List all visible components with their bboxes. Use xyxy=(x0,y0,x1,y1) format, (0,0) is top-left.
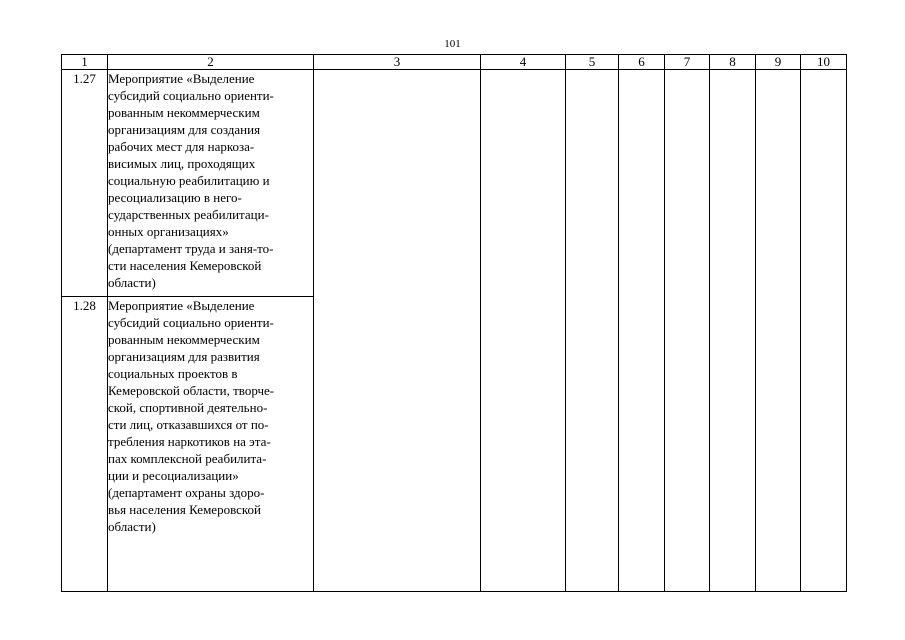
description-line: вья населения Кемеровской xyxy=(108,502,262,517)
description-line: Мероприятие «Выделение xyxy=(108,71,255,86)
description-line: субсидий социально ориенти- xyxy=(108,315,274,330)
column-header: 3 xyxy=(314,55,481,70)
description-line: сударственных реабилитаци- xyxy=(108,207,269,222)
description-line: области) xyxy=(108,519,156,534)
column-header: 6 xyxy=(619,55,665,70)
column-header: 10 xyxy=(801,55,847,70)
empty-cell xyxy=(566,70,619,592)
description-line: ской, спортивной деятельно- xyxy=(108,400,268,415)
empty-cell xyxy=(665,70,710,592)
measure-description xyxy=(108,297,314,592)
description-line: пах комплексной реабилита- xyxy=(108,451,267,466)
description-line: онных организациях» xyxy=(108,224,229,239)
empty-cell xyxy=(801,70,847,592)
description-line: рованным некоммерческим xyxy=(108,105,260,120)
description-line: Мероприятие «Выделение xyxy=(108,298,255,313)
description-line: ции и ресоциализации» xyxy=(108,468,239,483)
column-header: 8 xyxy=(710,55,756,70)
description-line: сти лиц, отказавшихся от по- xyxy=(108,417,269,432)
description-line: Кемеровской области, творче- xyxy=(108,383,275,398)
description-line: субсидий социально ориенти- xyxy=(108,88,274,103)
description-line: рованным некоммерческим xyxy=(108,332,260,347)
table-header-row xyxy=(62,55,847,70)
empty-cell xyxy=(314,70,481,592)
empty-cell xyxy=(481,70,566,592)
page-number: 101 xyxy=(444,38,461,50)
description-line: социальную реабилитацию и xyxy=(108,173,270,188)
row-number: 1.28 xyxy=(62,297,108,592)
empty-cell xyxy=(710,70,756,592)
empty-cell xyxy=(619,70,665,592)
description-line: сти населения Кемеровской xyxy=(108,258,262,273)
column-header: 9 xyxy=(756,55,801,70)
column-header: 1 xyxy=(62,55,108,70)
description-line: требления наркотиков на эта- xyxy=(108,434,271,449)
row-number: 1.27 xyxy=(62,70,108,297)
table-row xyxy=(62,70,847,297)
empty-cell xyxy=(756,70,801,592)
description-line: рабочих мест для наркоза- xyxy=(108,139,255,154)
description-line: области) xyxy=(108,275,156,290)
column-header: 5 xyxy=(566,55,619,70)
column-header: 7 xyxy=(665,55,710,70)
measure-description xyxy=(108,70,314,297)
description-line: (департамент охраны здоро- xyxy=(108,485,265,500)
description-line: социальных проектов в xyxy=(108,366,238,381)
measures-table xyxy=(61,54,847,592)
description-line: висимых лиц, проходящих xyxy=(108,156,256,171)
description-line: организациям для создания xyxy=(108,122,261,137)
description-line: (департамент труда и заня-то- xyxy=(108,241,274,256)
description-line: ресоциализацию в него- xyxy=(108,190,242,205)
description-line: организациям для развития xyxy=(108,349,260,364)
column-header: 4 xyxy=(481,55,566,70)
column-header: 2 xyxy=(108,55,314,70)
